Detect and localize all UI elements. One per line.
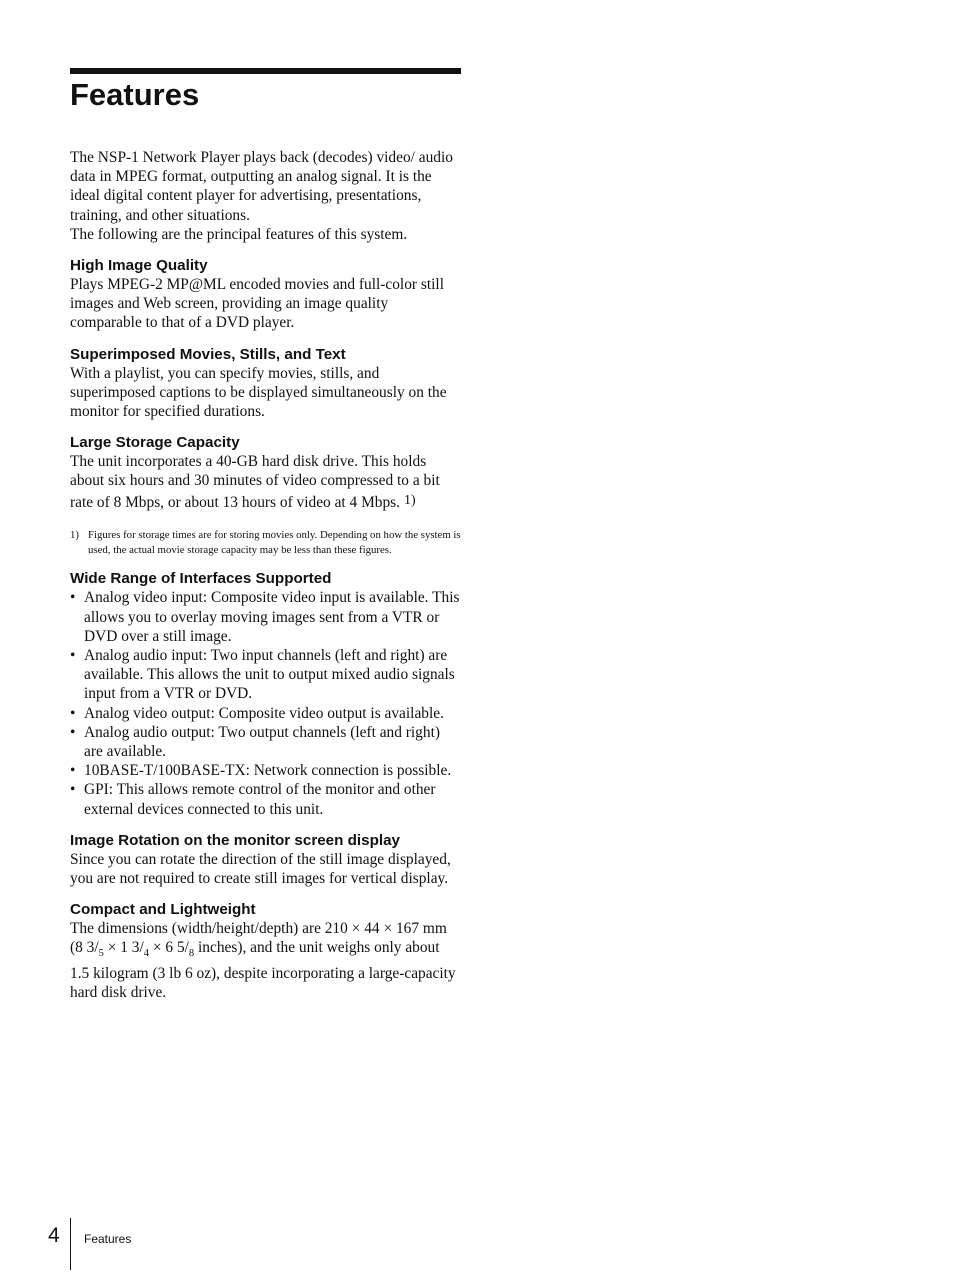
- section-heading: Large Storage Capacity: [70, 434, 240, 452]
- content-column: [70, 148, 462, 1002]
- section-heading: Compact and Lightweight: [70, 901, 256, 919]
- list-item-text: Analog video input: Composite video input is available. This allows you to overlay moving images sent from a VTR or DVD over a still image.: [84, 589, 460, 645]
- bullet: •: [70, 723, 76, 741]
- interfaces-list: [70, 588, 462, 818]
- title-rule: [70, 68, 461, 74]
- section-heading: Image Rotation on the monitor screen display: [70, 831, 400, 849]
- section-image-quality: [70, 256, 462, 333]
- intro-paragraph: The NSP-1 Network Player plays back (decodes) video/ audio data in MPEG format, outputting an analog signal. It is the ideal digital content player for advertising, presentations, training, and other situations.: [70, 149, 453, 224]
- bullet: •: [70, 704, 76, 722]
- section-heading: Superimposed Movies, Stills, and Text: [70, 345, 346, 363]
- section-compact: [70, 900, 462, 1002]
- section-body: [70, 452, 462, 512]
- list-item: [70, 646, 462, 704]
- section-rotation: [70, 831, 462, 888]
- storage-text: The unit incorporates a 40-GB hard disk drive. This holds about six hours and 30 minutes of video compressed to a bit rate of 8 Mbps, or about 13 hours of video at 4 Mbps.: [70, 453, 440, 511]
- footnote-text: Figures for storage times are for storing movies only. Depending on how the system is used, the actual movie storage capacity may be less than these figures.: [88, 528, 461, 556]
- running-footer: Features: [84, 1232, 132, 1246]
- list-item: [70, 780, 462, 818]
- compact-text: The dimensions (width/height/depth) are 210 × 44 × 167 mm (8 3/: [70, 920, 447, 957]
- fraction-denominator: 4: [143, 948, 150, 960]
- list-item-text: Analog video output: Composite video output is available.: [84, 704, 444, 722]
- section-body: Plays MPEG-2 MP@ML encoded movies and full-color still images and Web screen, providing an image quality comparable to that of a DVD player.: [70, 276, 444, 332]
- intro-paragraph: The following are the principal features of this system.: [70, 225, 408, 243]
- compact-text: × 6 5/: [149, 939, 189, 957]
- compact-text: × 1 3/: [103, 939, 144, 957]
- bullet: •: [70, 647, 76, 665]
- list-item-text: 10BASE-T/100BASE-TX: Network connection is possible.: [84, 762, 452, 780]
- section-storage: [70, 433, 462, 557]
- list-item: [70, 723, 462, 761]
- footnote-number: 1): [70, 528, 79, 541]
- section-interfaces: [70, 569, 462, 818]
- list-item-text: GPI: This allows remote control of the monitor and other external devices connected to this unit.: [84, 781, 436, 818]
- bullet: •: [70, 762, 76, 780]
- intro: [70, 148, 462, 244]
- list-item: [70, 588, 462, 646]
- fraction-denominator: 5: [98, 948, 104, 960]
- section-heading: High Image Quality: [70, 257, 208, 275]
- bullet: •: [70, 781, 76, 799]
- footnote-ref: 1): [404, 492, 416, 508]
- bullet: •: [70, 589, 76, 607]
- list-item: [70, 704, 462, 723]
- footer-divider: [70, 1218, 71, 1270]
- section-superimposed: [70, 345, 462, 422]
- fraction-denominator: 8: [188, 948, 195, 960]
- compact-text: inches), and the unit weighs only about 1.5 kilogram (3 lb 6 oz), despite incorporating a large-capacity hard disk drive.: [70, 939, 456, 1001]
- list-item: [70, 761, 462, 780]
- section-body: Since you can rotate the direction of the still image displayed, you are not required to create still images for vertical display.: [70, 850, 451, 888]
- page-number: 4: [48, 1224, 60, 1247]
- page-title: Features: [70, 77, 200, 112]
- section-body: [70, 919, 462, 1002]
- section-heading: Wide Range of Interfaces Supported: [70, 570, 332, 588]
- section-body: With a playlist, you can specify movies, stills, and superimposed captions to be displayed simultaneously on the monitor for specified durations.: [70, 364, 447, 421]
- list-item-text: Analog audio input: Two input channels (left and right) are available. This allows the unit to output mixed audio signals input from a VTR or DVD.: [84, 647, 455, 703]
- footnote: [70, 528, 462, 558]
- list-item-text: Analog audio output: Two output channels (left and right) are available.: [84, 723, 440, 761]
